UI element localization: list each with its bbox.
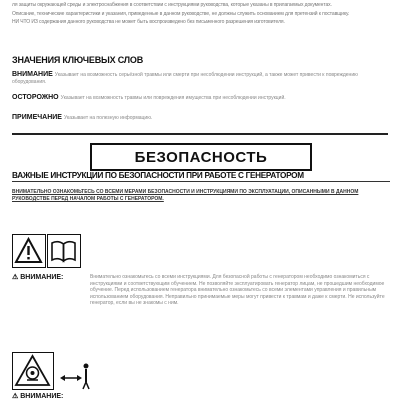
keyword-item-note (12, 115, 392, 122)
warning-label: ⚠ ВНИМАНИЕ: (12, 274, 64, 281)
keyword-term: ВНИМАНИЕ (12, 71, 53, 78)
keyword-item-caution (12, 95, 392, 102)
warning-triangle-icon (12, 234, 46, 268)
intro-line: Описание, технические характеристики и указания, приведенные в данном руководстве, не должны служить основанием для претензий к поставщику. (12, 10, 350, 17)
safety-title: БЕЗОПАСНОСТЬ (90, 143, 312, 171)
warning-small-icon: ⚠ (12, 393, 21, 400)
keyword-term: ПРИМЕЧАНИЕ (12, 114, 62, 121)
warning-body: Внимательно ознакомьтесь со всеми инструкциями. Для безопасной работы с генератором необходимо ознакомиться с инструкциями и соответствующим обучением. Не позволяйте эксплуатировать генератор лицам, не прошедшим необходимое обучение. Перед использованием генератора внимательно ознакомьтесь со всеми элементами управления и правильным использованием оборудования. Неправильно принимаемые меры могут привести к травмам и даже к смерти. Не используйте генератор, если вы не знакомы с ним. (90, 274, 385, 306)
keyword-text: Указывает на возможность травмы или повреждения имущества при несоблюдении инструкций. (60, 95, 286, 101)
keyword-term: ОСТОРОЖНО (12, 94, 59, 101)
safety-subheading: ВАЖНЫЕ ИНСТРУКЦИИ ПО БЕЗОПАСНОСТИ ПРИ РАБОТЕ С ГЕНЕРАТОРОМ (12, 171, 390, 182)
keyword-item-warning (12, 72, 392, 85)
section-divider (12, 133, 388, 135)
distance-arrow-icon (58, 360, 90, 390)
intro-text (12, 2, 392, 28)
warning-small-icon: ⚠ (12, 274, 21, 281)
intro-line: ля защиты окружающей среды и электроснабжения в соответствии с инструкциями руководства, которые указаны в прилагаемых документах. (12, 2, 332, 8)
keywords-heading: ЗНАЧЕНИЯ КЛЮЧЕВЫХ СЛОВ (12, 55, 144, 65)
read-manual-icon (47, 234, 81, 268)
warning-label-2: ⚠ ВНИМАНИЕ: (12, 393, 64, 400)
keyword-text: Указывает на полезную информацию. (63, 115, 153, 121)
keyword-text: Указывает на возможность серьёзной травмы или смерти при несоблюдении инструкций, а также может привести к повреждению оборудования. (12, 72, 358, 85)
intro-line: НИ ЧТО ИЗ содержания данного руководства не может быть воспроизведено без письменного разрешения изготовителя. (12, 19, 285, 25)
safety-attention-text: ВНИМАТЕЛЬНО ОЗНАКОМЬТЕСЬ СО ВСЕМИ МЕРАМИ БЕЗОПАСНОСТИ И ИНСТРУКЦИЯМИ ПО ЭКСПЛУАТАЦИИ, ОПИСАННЫМИ В ДАННОМ РУКОВОДСТВЕ ПЕРЕД НАЧАЛОМ РАБОТЫ С ГЕНЕРАТОРОМ. (12, 189, 359, 202)
keep-distance-icon (12, 352, 54, 390)
